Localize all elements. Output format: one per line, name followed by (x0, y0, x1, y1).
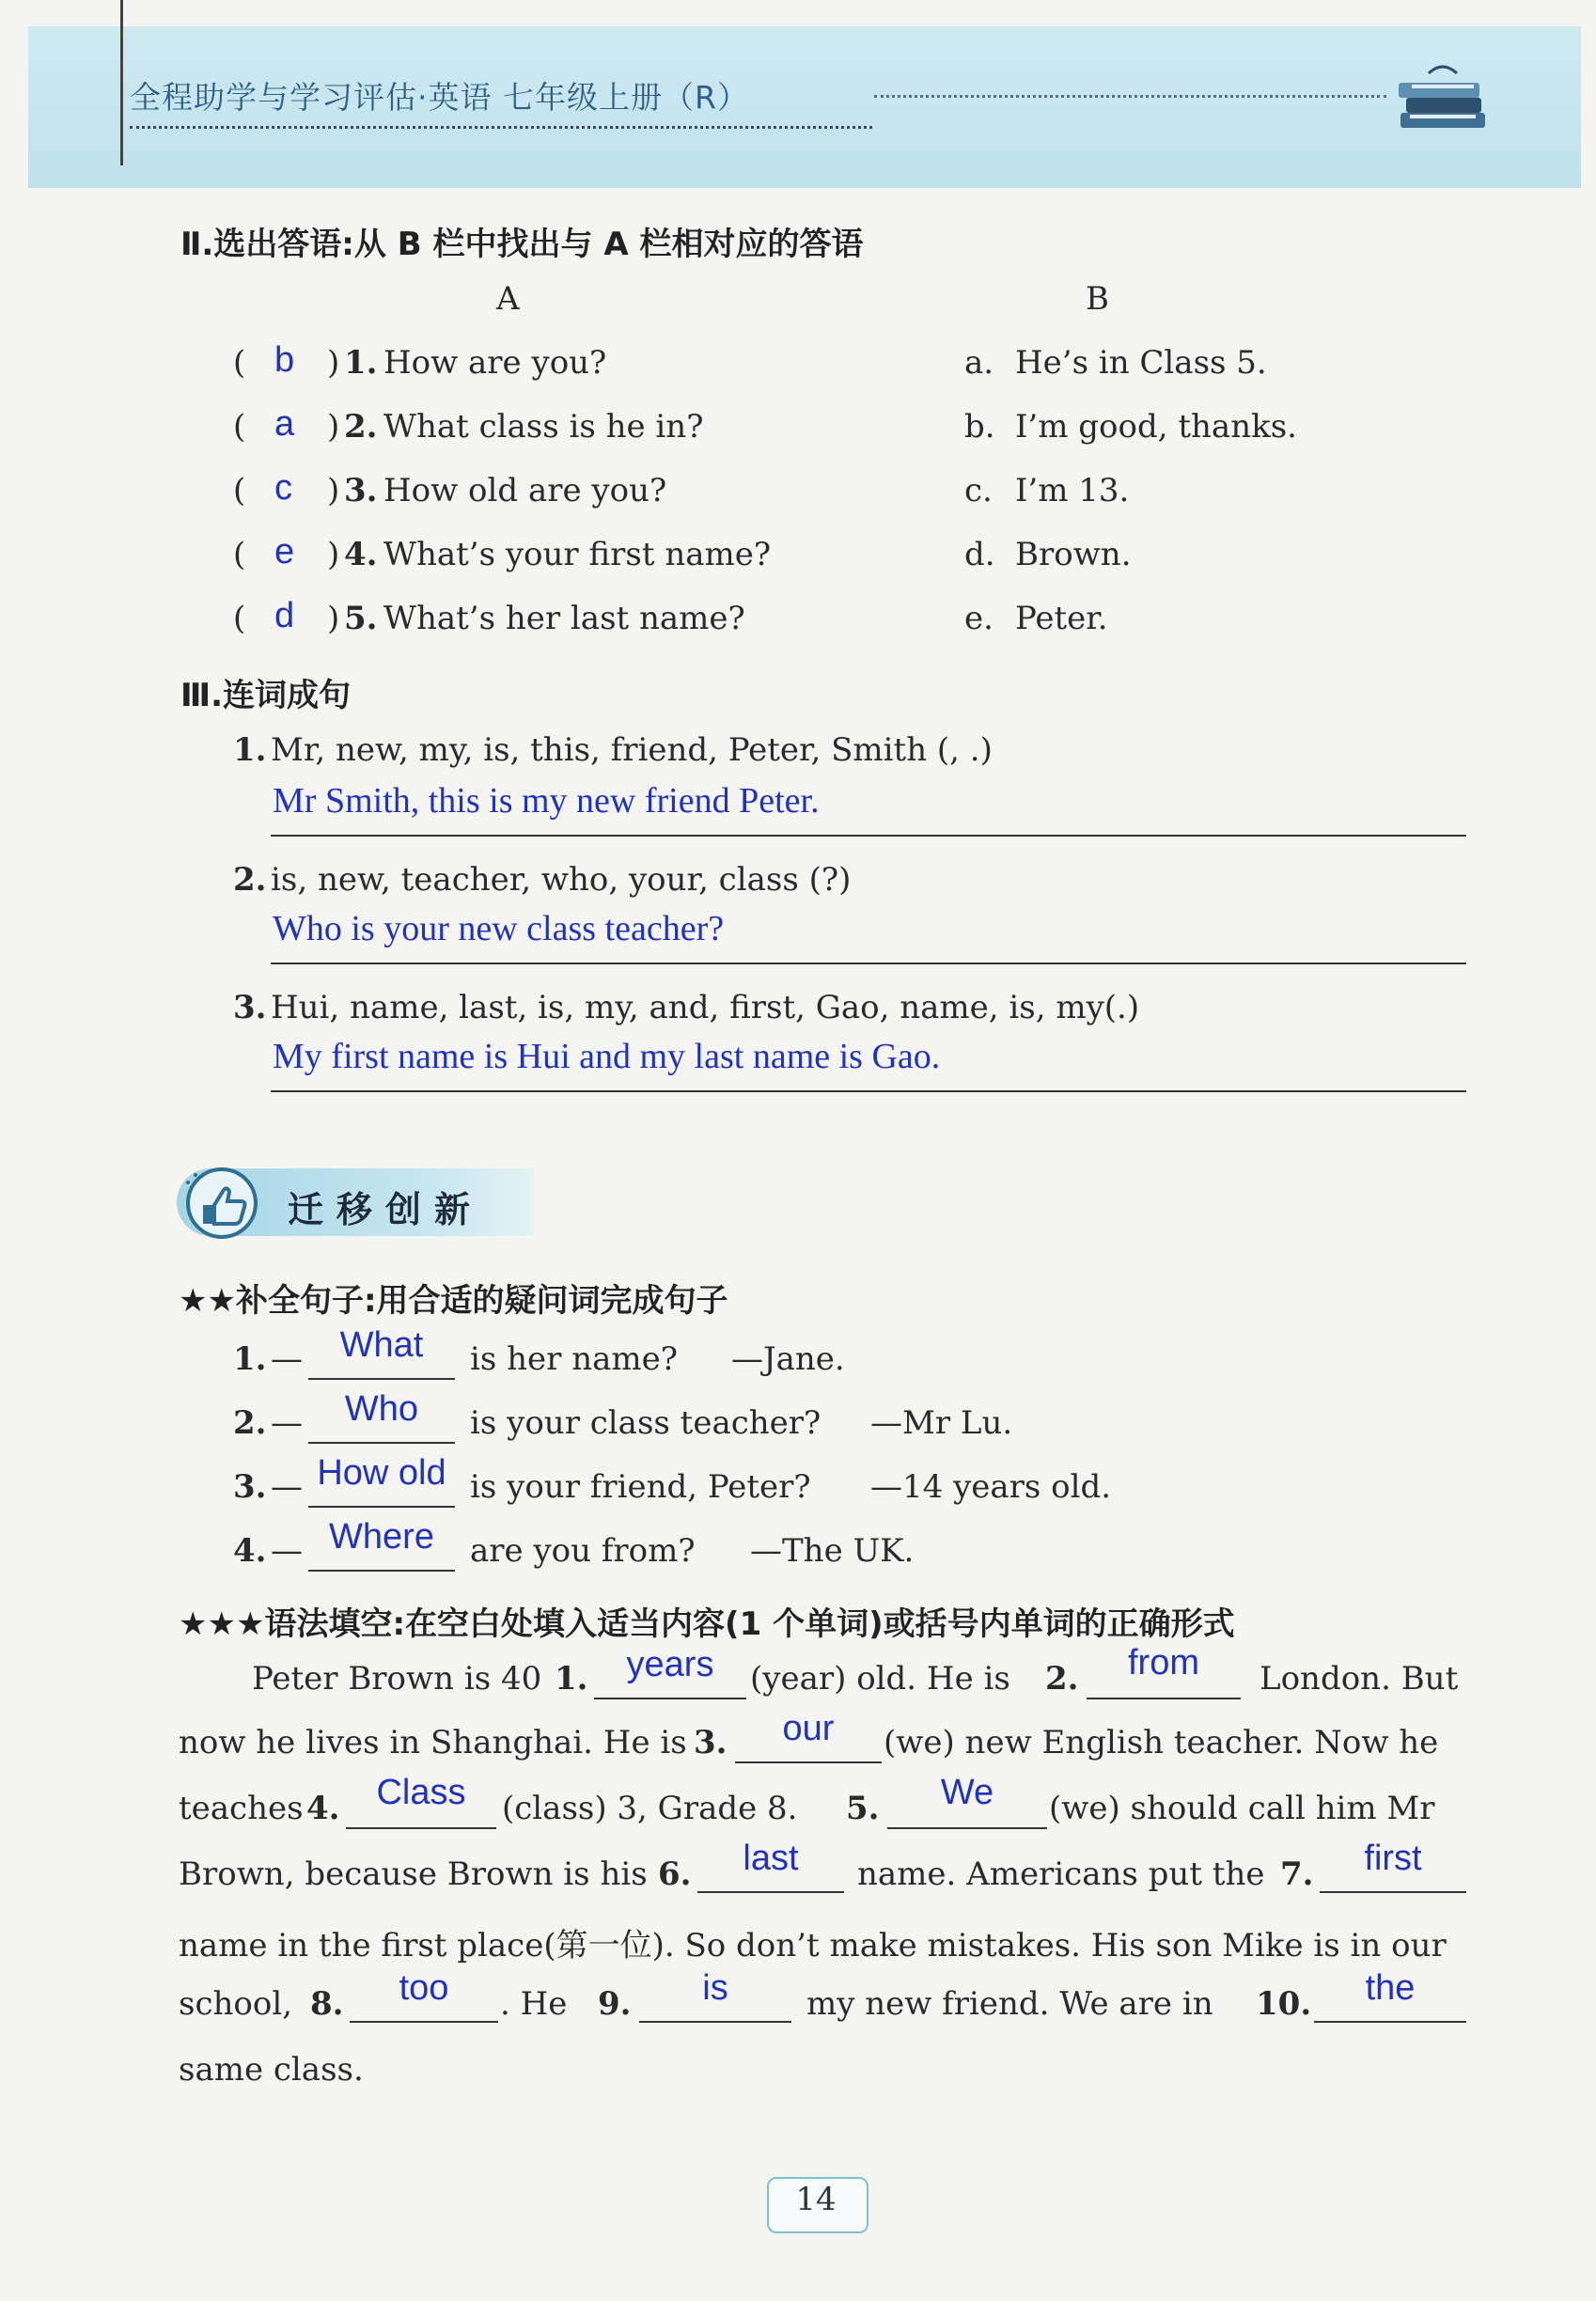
page-number: 14 (795, 2181, 837, 2218)
cloze-answer: Class (376, 1773, 466, 1812)
answer-line (271, 963, 1466, 964)
header-dotted-rule-right (874, 95, 1386, 98)
question-number: 5. (344, 600, 378, 637)
header-divider (120, 0, 123, 165)
section5-title: ★★★语法填空:在空白处填入适当内容(1 个单词)或括号内单词的正确形式 (179, 1605, 1235, 1643)
column-a-header: A (496, 280, 520, 318)
question-rest: are you from? (470, 1532, 696, 1570)
cloze-answer: years (626, 1645, 714, 1684)
blank-line (1314, 2021, 1466, 2023)
blank-line (308, 1506, 455, 1508)
blank-line (887, 1827, 1047, 1829)
fill-answer: Who (344, 1389, 419, 1429)
passage-text: (we) should call him Mr (1049, 1790, 1435, 1827)
item-number: 1. (233, 731, 267, 769)
close-paren: ) (327, 536, 340, 573)
passage-text: name. Americans put the (857, 1855, 1265, 1893)
question-number: 2. (344, 408, 378, 446)
blank-number: 8. (310, 1985, 344, 2023)
passage-text: school, (179, 1985, 293, 2023)
banner-title: 迁移创新 (288, 1189, 484, 1230)
answer-line (271, 835, 1466, 837)
passage-text: name in the first place(第一位). So don’t make mistakes. His son Mike is in our (179, 1927, 1447, 1964)
open-paren: ( (233, 472, 246, 509)
cloze-answer: the (1365, 1968, 1416, 2008)
question-rest: is your friend, Peter? (470, 1468, 811, 1506)
question-rest: is her name? (470, 1340, 678, 1378)
passage-text: Brown, because Brown is his (179, 1855, 648, 1893)
item-number: 4. (233, 1532, 267, 1570)
option-text: I’m good, thanks. (1015, 408, 1297, 446)
sentence-answer: Mr Smith, this is my new friend Peter. (273, 781, 820, 821)
item-number: 2. (233, 861, 267, 899)
cloze-answer: from (1128, 1643, 1199, 1683)
close-paren: ) (327, 408, 340, 446)
cloze-answer: our (782, 1709, 835, 1748)
match-answer: e (274, 532, 295, 571)
blank-number: 1. (555, 1660, 588, 1698)
blank-number: 9. (598, 1985, 632, 2023)
option-text: Peter. (1015, 600, 1108, 637)
open-paren: ( (233, 408, 246, 446)
reply-text: —14 years old. (870, 1468, 1112, 1506)
passage-text: (we) new English teacher. Now he (884, 1724, 1439, 1761)
item-number: 3. (233, 1468, 267, 1506)
blank-line (350, 2021, 498, 2023)
cloze-answer: too (399, 1968, 449, 2008)
blank-line (735, 1761, 882, 1763)
cloze-answer: is (702, 1968, 728, 2008)
match-answer: a (274, 404, 295, 444)
blank-number: 6. (658, 1855, 692, 1893)
blank-number: 3. (694, 1724, 728, 1761)
header-dotted-rule (130, 126, 872, 129)
open-paren: ( (233, 600, 246, 637)
question-number: 4. (344, 536, 378, 573)
blank-line (1087, 1698, 1241, 1699)
blank-line (308, 1570, 455, 1572)
question-text: What class is he in? (383, 408, 704, 446)
passage-text: (year) old. He is (750, 1660, 1010, 1698)
match-answer: d (274, 596, 295, 635)
option-text: Brown. (1015, 536, 1132, 573)
section3-title: Ⅲ.连词成句 (180, 677, 352, 714)
header-title: 全程助学与学习评估·英语 七年级上册（R） (130, 79, 749, 116)
dash: — (271, 1404, 303, 1442)
section2-title: Ⅱ.选出答语:从 B 栏中找出与 A 栏相对应的答语 (180, 226, 864, 263)
answer-line (271, 1090, 1466, 1092)
passage-text: my new friend. We are in (806, 1985, 1213, 2023)
option-text: He’s in Class 5. (1015, 344, 1267, 382)
reply-text: —Jane. (731, 1340, 845, 1378)
question-number: 3. (344, 472, 378, 509)
option-letter: a. (964, 344, 994, 382)
question-number: 1. (344, 344, 378, 382)
cloze-answer: first (1364, 1839, 1422, 1878)
blank-number: 7. (1280, 1855, 1314, 1893)
reply-text: —The UK. (750, 1532, 915, 1570)
blank-line (639, 2021, 791, 2023)
blank-number: 2. (1045, 1660, 1079, 1698)
scrambled-words: Mr, new, my, is, this, friend, Peter, Smith (, .) (271, 731, 993, 769)
sentence-answer: My first name is Hui and my last name is Gao. (273, 1037, 941, 1076)
passage-text: . He (500, 1985, 568, 2023)
passage-text: Peter Brown is 40 (252, 1660, 542, 1698)
column-b-header: B (1086, 280, 1109, 318)
blank-number: 5. (846, 1790, 880, 1827)
question-text: How are you? (383, 344, 607, 382)
scrambled-words: Hui, name, last, is, my, and, first, Gao, name, is, my(.) (271, 989, 1140, 1026)
close-paren: ) (327, 472, 340, 509)
match-answer: c (274, 468, 292, 508)
question-rest: is your class teacher? (470, 1404, 821, 1442)
question-text: What’s her last name? (383, 600, 745, 637)
dash: — (271, 1340, 303, 1378)
blank-line (594, 1698, 746, 1699)
item-number: 1. (233, 1340, 267, 1378)
passage-text: same class. (179, 2051, 364, 2089)
thumbs-up-icon (177, 1164, 267, 1243)
dash: — (271, 1532, 303, 1570)
fill-answer: How old (317, 1453, 446, 1493)
match-answer: b (274, 340, 295, 380)
blank-line (346, 1827, 496, 1829)
blank-number: 4. (306, 1790, 340, 1827)
blank-number: 10. (1256, 1985, 1312, 2023)
blank-line (308, 1378, 455, 1380)
option-letter: b. (964, 408, 995, 446)
blank-line (697, 1891, 844, 1893)
open-paren: ( (233, 536, 246, 573)
item-number: 2. (233, 1404, 267, 1442)
fill-answer: Where (329, 1517, 434, 1557)
sentence-answer: Who is your new class teacher? (273, 909, 725, 948)
section4-title: ★★补全句子:用合适的疑问词完成句子 (179, 1282, 728, 1320)
item-number: 3. (233, 989, 267, 1026)
option-letter: e. (964, 600, 994, 637)
open-paren: ( (233, 344, 246, 382)
passage-text: now he lives in Shanghai. He is (179, 1724, 687, 1761)
option-letter: d. (964, 536, 995, 573)
passage-text: (class) 3, Grade 8. (502, 1790, 798, 1827)
option-text: I’m 13. (1015, 472, 1130, 509)
cloze-answer: We (940, 1773, 994, 1812)
scrambled-words: is, new, teacher, who, your, class (?) (271, 861, 852, 899)
question-text: What’s your first name? (383, 536, 772, 573)
dash: — (271, 1468, 303, 1506)
option-letter: c. (964, 472, 993, 509)
blank-line (1320, 1891, 1466, 1893)
close-paren: ) (327, 344, 340, 382)
close-paren: ) (327, 600, 340, 637)
fill-answer: What (339, 1325, 424, 1365)
reply-text: —Mr Lu. (870, 1404, 1013, 1442)
books-icon (1391, 56, 1494, 141)
passage-text: London. But (1260, 1660, 1459, 1698)
passage-text: teaches (179, 1790, 304, 1827)
cloze-answer: last (743, 1839, 799, 1878)
question-text: How old are you? (383, 472, 667, 509)
blank-line (308, 1442, 455, 1444)
